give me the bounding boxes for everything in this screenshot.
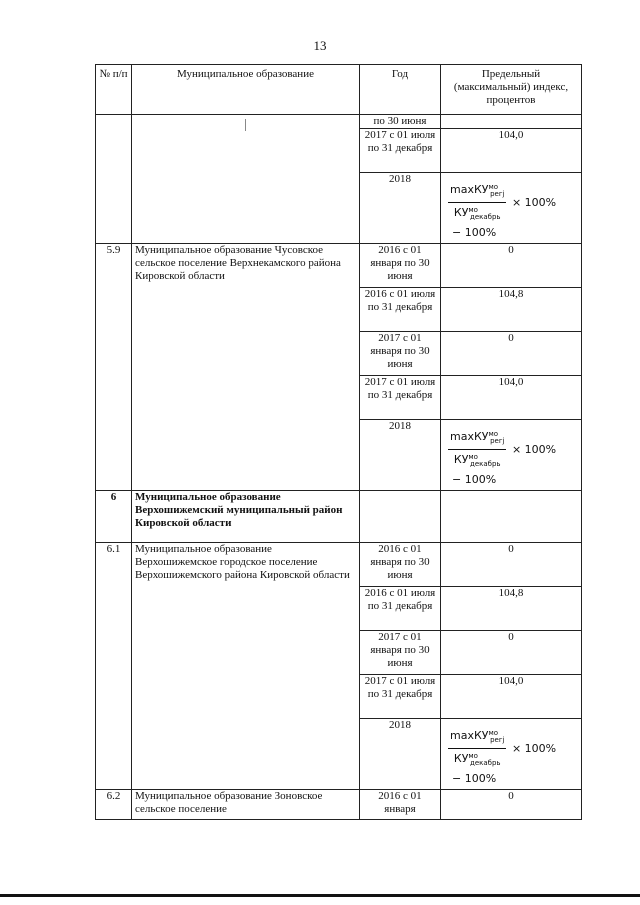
row-municipality: Муниципальное образование Верхошижемское городское поселение Верхошижемского района Кировской области xyxy=(132,543,360,790)
index-cell: 0 xyxy=(441,244,582,288)
row-number: 6.2 xyxy=(96,790,132,820)
index-cell: 104,0 xyxy=(441,675,582,719)
table-row xyxy=(96,543,582,587)
row-number xyxy=(96,115,132,244)
year-cell: 2018 xyxy=(360,420,441,491)
year-cell: 2017 с 01 января по 30 июня xyxy=(360,631,441,675)
index-cell: 104,0 xyxy=(441,129,582,173)
year-cell: 2016 с 01 января по 30 июня xyxy=(360,244,441,288)
row-municipality xyxy=(132,115,360,244)
year-cell: 2017 с 01 июля по 31 декабря xyxy=(360,376,441,420)
index-cell xyxy=(441,491,582,543)
index-formula-cell xyxy=(441,420,582,491)
index-formula-cell xyxy=(441,173,582,244)
index-cell: 104,0 xyxy=(441,376,582,420)
table-row xyxy=(96,244,582,288)
row-municipality: Муниципальное образование Чусовское сельское поселение Верхнекамского района Кировской области xyxy=(132,244,360,491)
index-cell: 104,8 xyxy=(441,288,582,332)
year-cell: 2016 с 01 июля по 31 декабря xyxy=(360,288,441,332)
index-cell: 0 xyxy=(441,543,582,587)
year-cell: 2017 с 01 января по 30 июня xyxy=(360,332,441,376)
row-number: 5.9 xyxy=(96,244,132,491)
row-number: 6 xyxy=(96,491,132,543)
index-formula-cell xyxy=(441,719,582,790)
index-cell: 104,8 xyxy=(441,587,582,631)
year-cell: 2018 xyxy=(360,719,441,790)
year-cell: 2017 с 01 июля по 31 декабря xyxy=(360,675,441,719)
index-cell: 0 xyxy=(441,631,582,675)
index-formula: $\frac{\max КУ^{мо}_{регj}}{КУ^{мо}_{декабрь}}$ × 100% − 100% xyxy=(450,729,557,785)
table-header-row xyxy=(96,65,582,115)
year-cell xyxy=(360,491,441,543)
table-row xyxy=(96,115,582,129)
header-year: Год xyxy=(360,65,441,115)
table-row xyxy=(96,491,582,543)
index-formula: $\frac{\max КУ^{мо}_{регj}}{КУ^{мо}_{декабрь}}$ × 100% − 100% xyxy=(450,430,557,486)
year-cell: 2017 с 01 июля по 31 декабря xyxy=(360,129,441,173)
index-cell: 0 xyxy=(441,332,582,376)
header-number: № п/п xyxy=(96,65,132,115)
table-row xyxy=(96,790,582,820)
index-cell: 0 xyxy=(441,790,582,820)
year-cell: по 30 июня xyxy=(360,115,441,129)
index-cell xyxy=(441,115,582,129)
row-municipality: Муниципальное образование Зоновское сельское поселение xyxy=(132,790,360,820)
year-cell: 2016 с 01 июля по 31 декабря xyxy=(360,587,441,631)
header-municipality: Муниципальное образование xyxy=(132,65,360,115)
page-number: 13 xyxy=(313,38,327,53)
year-cell: 2018 xyxy=(360,173,441,244)
index-formula: $\frac{\max КУ^{мо}_{регj}}{КУ^{мо}_{декабрь}}$ × 100% − 100% xyxy=(450,183,557,239)
row-number: 6.1 xyxy=(96,543,132,790)
row-municipality: Муниципальное образование Верхошижемский муниципальный район Кировской области xyxy=(132,491,360,543)
page-bottom-rule xyxy=(0,894,640,897)
year-cell: 2016 с 01 января по 30 июня xyxy=(360,543,441,587)
header-index: Предельный (максимальный) индекс, процентов xyxy=(441,65,582,115)
year-cell: 2016 с 01 января xyxy=(360,790,441,820)
municipal-index-table xyxy=(95,64,582,820)
